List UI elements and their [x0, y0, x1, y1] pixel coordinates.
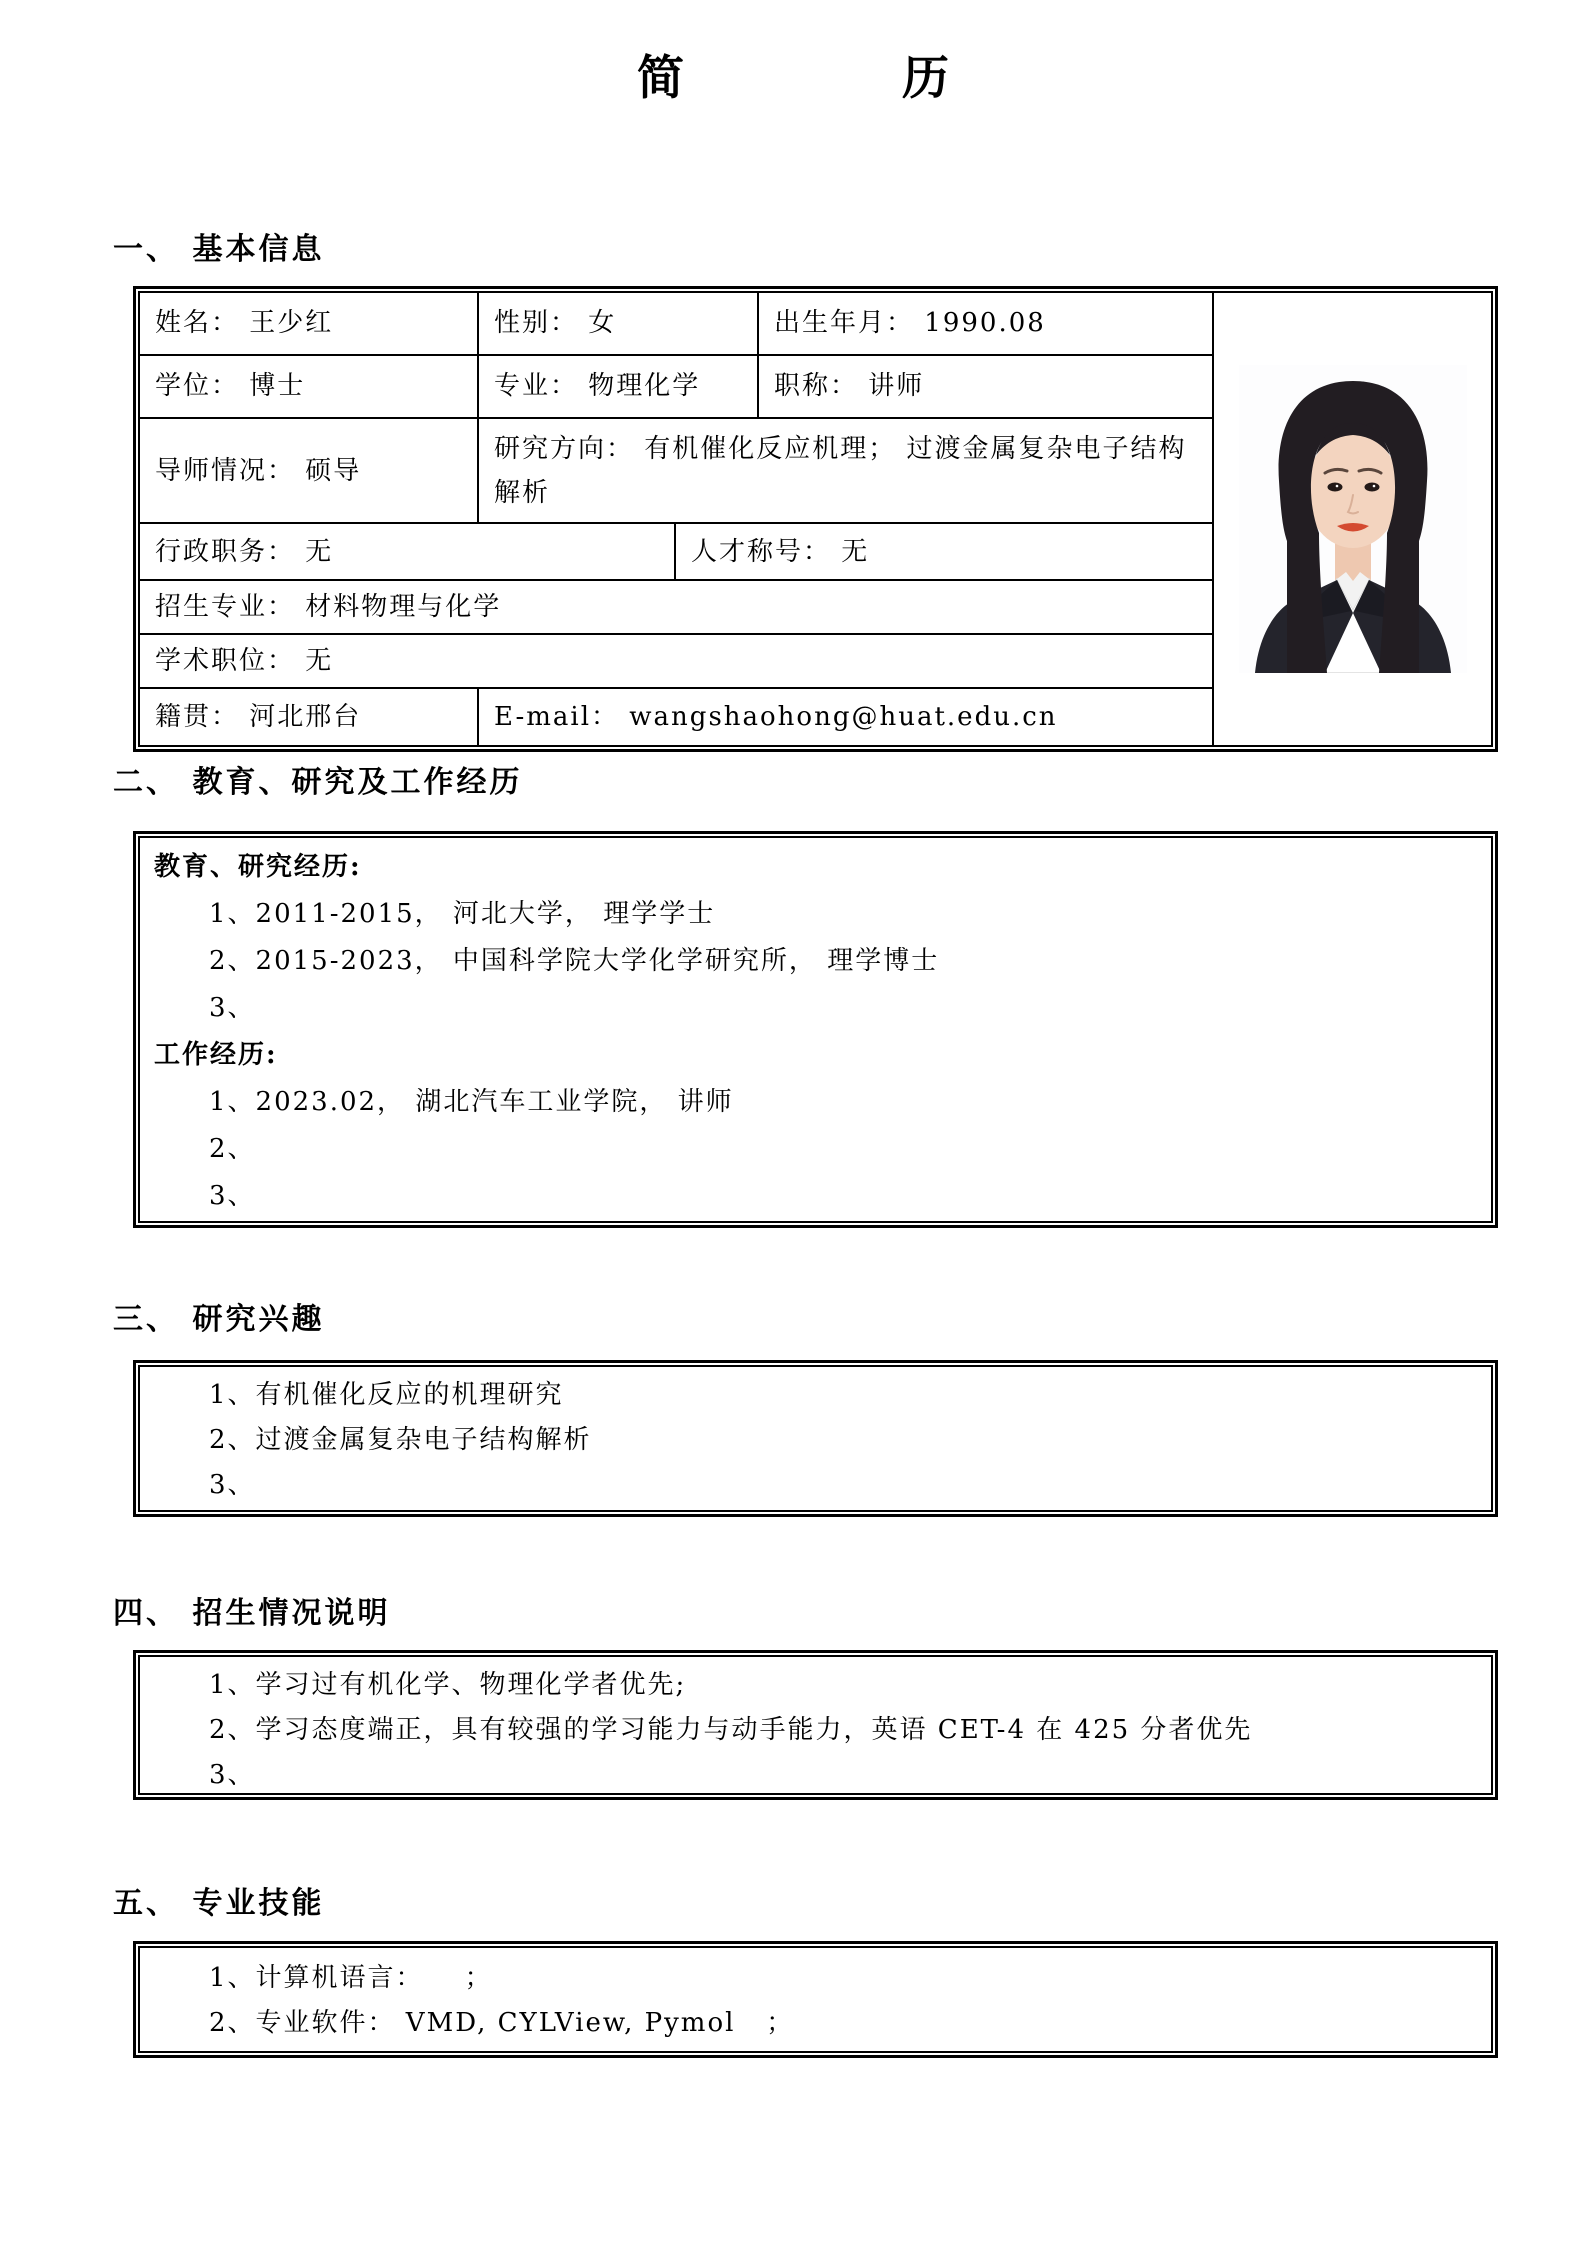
title-char-right: 历: [902, 51, 949, 106]
interest-item: 3、: [209, 1470, 256, 1500]
work-item: 3、: [209, 1181, 256, 1211]
experience-box: [133, 831, 1498, 1228]
cell-native-place: 籍贯： 河北邢台: [139, 688, 478, 746]
skill-item: 1、计算机语言： ；: [209, 1963, 493, 1993]
interest-item: 1、有机催化反应的机理研究: [209, 1380, 564, 1410]
cell-gender: 性别： 女: [478, 292, 758, 355]
work-item: 1、2023.02， 湖北汽车工业学院， 讲师: [209, 1087, 734, 1117]
heading-research-interests: 三、 研究兴趣: [113, 1302, 325, 1337]
cell-birth-date: 出生年月： 1990.08: [758, 292, 1213, 355]
profile-photo-illustration: [1239, 365, 1467, 673]
cell-academic-post: 学术职位： 无: [139, 634, 1213, 688]
cell-major: 专业： 物理化学: [478, 355, 758, 418]
edu-item: 3、: [209, 993, 256, 1023]
heading-skills: 五、 专业技能: [113, 1886, 325, 1921]
skill-item: 2、专业软件： VMD, CYLView, Pymol ；: [209, 2008, 795, 2038]
work-item: 2、: [209, 1134, 256, 1164]
interest-item: 2、过渡金属复杂电子结构解析: [209, 1425, 592, 1455]
admission-item: 1、学习过有机化学、物理化学者优先;: [209, 1670, 687, 1700]
admission-notes-box: [133, 1650, 1498, 1800]
edu-item: 1、2011-2015， 河北大学， 理学学士: [209, 899, 716, 929]
cell-job-title: 职称： 讲师: [758, 355, 1213, 418]
profile-photo: [1213, 292, 1492, 746]
page-title: [0, 50, 1586, 108]
title-char-left: 简: [637, 51, 684, 106]
cell-name: 姓名： 王少红: [139, 292, 478, 355]
basic-info-table: [133, 286, 1498, 752]
skills-box: [133, 1941, 1498, 2058]
heading-basic-info: 一、 基本信息: [113, 232, 325, 267]
cell-enroll-major: 招生专业： 材料物理与化学: [139, 580, 1213, 634]
research-interests-box: [133, 1360, 1498, 1517]
heading-experience: 二、 教育、研究及工作经历: [113, 765, 523, 800]
heading-admission-notes: 四、 招生情况说明: [113, 1596, 391, 1631]
cell-degree: 学位： 博士: [139, 355, 478, 418]
basic-info-grid: [138, 291, 1493, 747]
cell-mentor-status: 导师情况： 硕导: [139, 418, 478, 524]
cell-admin-post: 行政职务： 无: [139, 523, 675, 579]
edu-item: 2、2015-2023， 中国科学院大学化学研究所， 理学博士: [209, 946, 940, 976]
cell-talent-title: 人才称号： 无: [675, 523, 1213, 579]
cell-email: E-mail： wangshaohong@huat.edu.cn: [478, 688, 1213, 746]
cell-research-direction: 研究方向： 有机催化反应机理； 过渡金属复杂电子结构解析: [478, 418, 1213, 524]
work-label: 工作经历:: [154, 1040, 278, 1070]
admission-item: 3、: [209, 1760, 256, 1790]
admission-item: 2、学习态度端正，具有较强的学习能力与动手能力，英语 CET-4 在 425 分者优先: [209, 1715, 1253, 1745]
edu-research-label: 教育、研究经历:: [154, 852, 362, 882]
